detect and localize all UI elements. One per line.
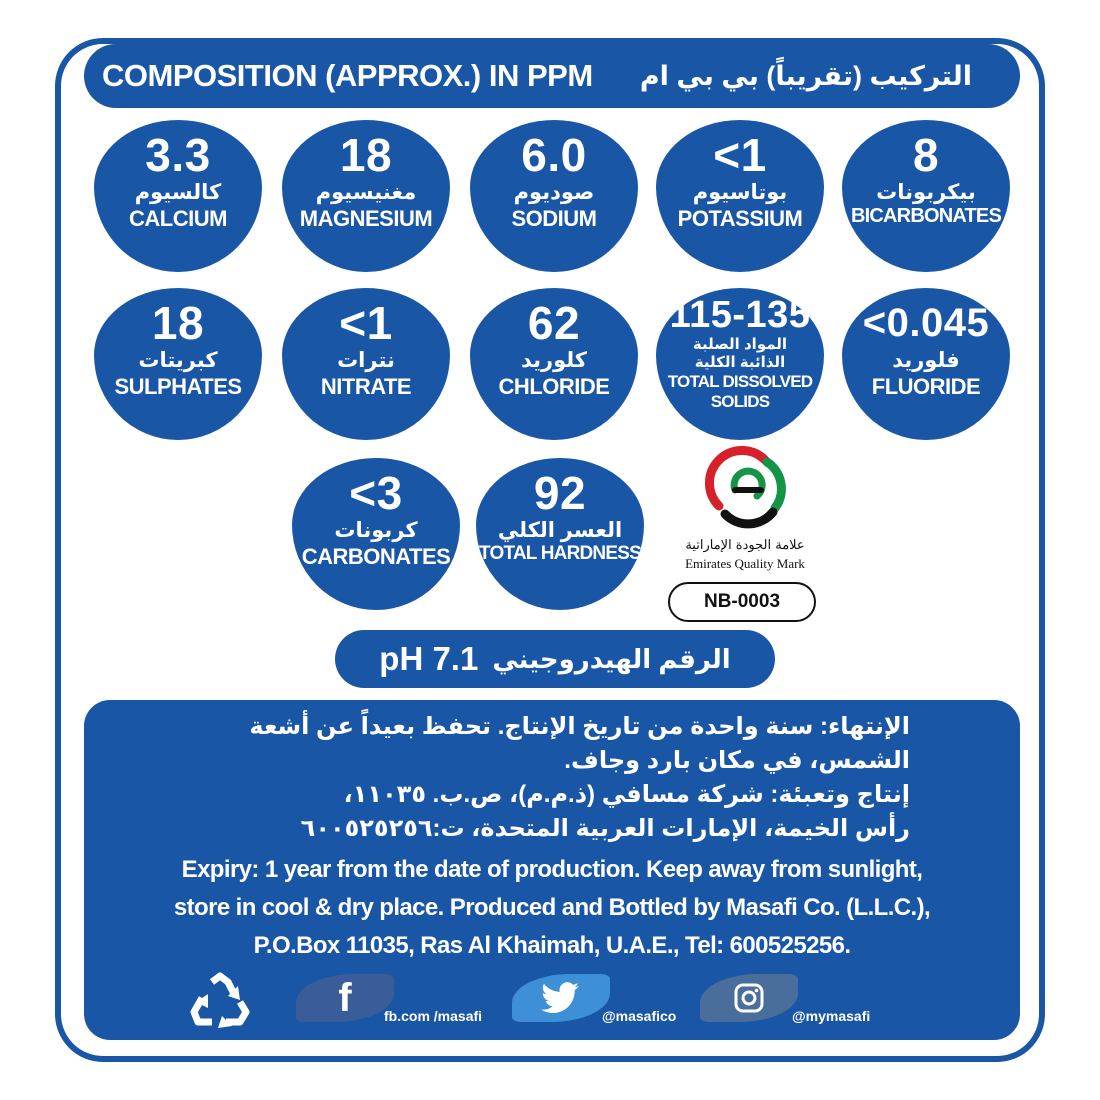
header-title-en: COMPOSITION (APPROX.) IN PPM xyxy=(102,58,593,93)
recycle-icon xyxy=(188,972,252,1033)
twitter-handle[interactable]: @masafico xyxy=(602,1008,677,1024)
composition-header xyxy=(84,44,1020,108)
mineral-name-ar: المواد الصلبة xyxy=(692,336,788,353)
mineral-name-en: CHLORIDE xyxy=(498,374,610,399)
mineral-name-ar: بيكربونات xyxy=(876,181,976,204)
mineral-value: <0.045 xyxy=(862,301,990,345)
mineral-value: 115-135 xyxy=(669,294,811,336)
mineral-value: 3.3 xyxy=(145,129,211,181)
info-panel xyxy=(84,700,1020,1040)
quality-mark-ar: علامة الجودة الإماراتية xyxy=(685,538,805,553)
mineral-name-en: BICARBONATES xyxy=(850,205,1002,227)
mineral-value: 62 xyxy=(527,297,581,349)
mineral-value: 92 xyxy=(533,467,587,519)
mineral-name-ar: مغنيسيوم xyxy=(315,181,417,204)
info-ar-line-2: الشمس، في مكان بارد وجاف. xyxy=(564,747,910,774)
mineral-name-en: TOTAL HARDNESS xyxy=(479,543,641,564)
info-ar-line-3: إنتاج وتعبئة: شركة مسافي (ذ.م.م)، ص.ب. ١١٠٣٥، xyxy=(343,781,910,808)
mineral-name-en: MAGNESIUM xyxy=(299,206,433,231)
mineral-name-en: CARBONATES xyxy=(301,544,451,569)
info-en-line-3: P.O.Box 11035, Ras Al Khaimah, U.A.E., Tel: 600525256. xyxy=(253,932,851,959)
mineral-value: 18 xyxy=(151,297,205,349)
mineral-name-en: POTASSIUM xyxy=(677,206,803,231)
instagram-icon[interactable] xyxy=(700,974,798,1022)
mineral-name-ar: كلوريد xyxy=(520,349,588,372)
ph-label-ar: الرقم الهيدروجيني xyxy=(492,643,731,674)
mineral-name-en: CALCIUM xyxy=(129,206,227,231)
mineral-name-en: FLUORIDE xyxy=(871,374,981,399)
facebook-handle[interactable]: fb.com /masafi xyxy=(384,1008,483,1024)
mineral-name-ar: نترات xyxy=(337,349,395,372)
info-ar-line-4: رأس الخيمة، الإمارات العربية المتحدة، ت:٦٠٠٥٢٥٢٥٦ xyxy=(300,815,910,842)
emirates-quality-mark-logo xyxy=(705,446,789,532)
mineral-name-ar: كالسيوم xyxy=(134,181,222,204)
facebook-icon[interactable]: f xyxy=(296,974,394,1022)
mineral-name-ar: صوديوم xyxy=(513,181,595,204)
mineral-name-ar-line2: الذائبة الكلية xyxy=(694,354,786,371)
mineral-value: 18 xyxy=(339,129,393,181)
instagram-handle[interactable]: @mymasafi xyxy=(792,1008,871,1024)
twitter-icon[interactable] xyxy=(512,974,610,1022)
mineral-name-en-line2: SOLIDS xyxy=(710,392,770,411)
mineral-name-ar: فلوريد xyxy=(892,349,960,372)
mineral-name-ar: كبريتات xyxy=(138,349,218,372)
ph-banner xyxy=(335,630,775,688)
mineral-name-en: SODIUM xyxy=(511,206,597,231)
header-title-ar: التركيب (تقريباً) بي بي ام xyxy=(639,60,972,91)
ph-value: pH 7.1 xyxy=(379,640,479,677)
mineral-value: <1 xyxy=(339,297,393,349)
mineral-name-en: NITRATE xyxy=(320,374,412,399)
mineral-name-ar: بوتاسيوم xyxy=(692,181,788,204)
quality-mark-code: NB-0003 xyxy=(668,582,816,622)
info-en-line-2: store in cool & dry place. Produced and Bottled by Masafi Co. (L.L.C.), xyxy=(173,894,931,921)
mineral-value: <3 xyxy=(349,467,403,519)
mineral-name-en: TOTAL DISSOLVED xyxy=(667,372,813,391)
mineral-value: 8 xyxy=(912,129,940,181)
info-en-line-1: Expiry: 1 year from the date of production. Keep away from sunlight, xyxy=(181,856,923,883)
mineral-name-en: SULPHATES xyxy=(114,374,242,399)
quality-mark-en: Emirates Quality Mark xyxy=(685,556,805,571)
mineral-value: 6.0 xyxy=(521,129,587,181)
mineral-name-ar: العسر الكلي xyxy=(497,519,623,542)
mineral-name-ar: كربونات xyxy=(334,519,418,542)
info-ar-line-1: الإنتهاء: سنة واحدة من تاريخ الإنتاج. تحفظ بعيداً عن أشعة xyxy=(249,713,910,740)
mineral-value: <1 xyxy=(713,129,767,181)
